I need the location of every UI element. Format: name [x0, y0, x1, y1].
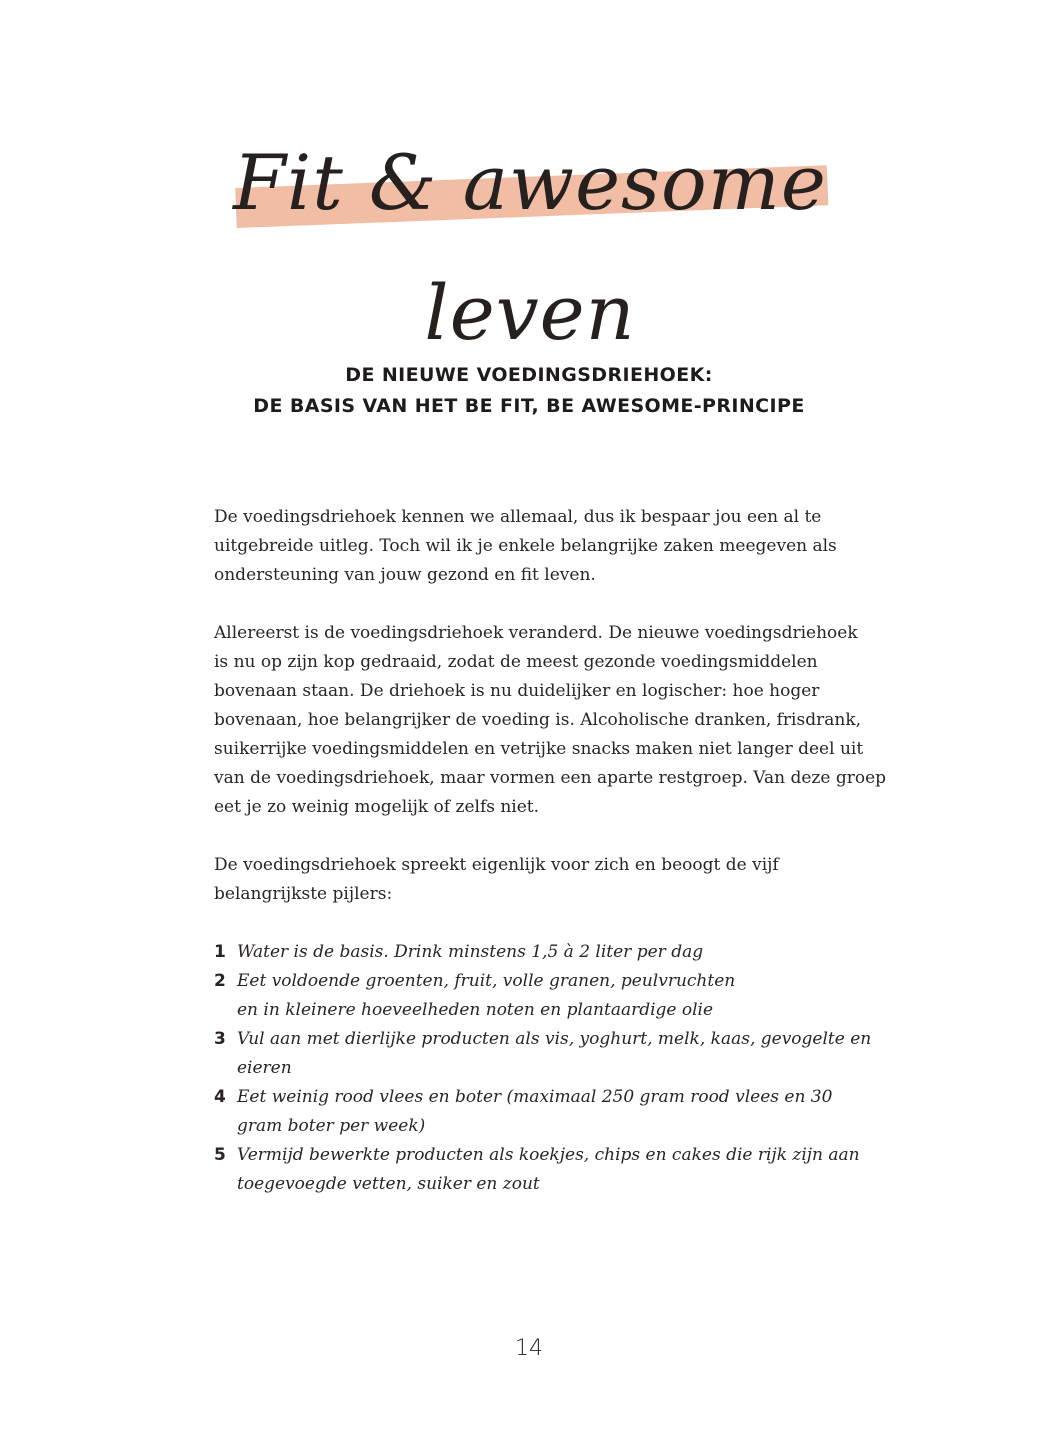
text-line: is nu op zijn kop gedraaid, zodat de meest gezonde voedingsmiddelen: [214, 652, 818, 672]
list-item-number: 4: [214, 1087, 226, 1107]
text-line: De voedingsdriehoek kennen we allemaal, dus ik bespaar jou een al te: [214, 507, 822, 527]
list-item-text: toegevoegde vetten, suiker en zout: [237, 1174, 540, 1194]
text-line: Allereerst is de voedingsdriehoek veranderd. De nieuwe voedingsdriehoek: [214, 623, 858, 643]
title-block: [230, 118, 830, 357]
text-line: suikerrijke voedingsmiddelen en vetrijke snacks maken niet langer deel uit: [214, 739, 864, 759]
text-line: belangrijkste pijlers:: [214, 884, 393, 904]
list-item-text: en in kleinere hoeveelheden noten en plantaardige olie: [237, 1000, 714, 1020]
list-item: [214, 1141, 864, 1199]
list-item-text: Water is de basis. Drink minstens 1,5 à 2 liter per dag: [237, 942, 704, 962]
section-heading-line-1: DE NIEUWE VOEDINGSDRIEHOEK:: [345, 364, 713, 386]
page-number: 14: [515, 1336, 543, 1361]
text-line: eet je zo weinig mogelijk of zelfs niet.: [214, 797, 540, 817]
list-item: [214, 967, 864, 1025]
list-item-text: gram boter per week): [237, 1116, 426, 1136]
text-line: bovenaan, hoe belangrijker de voeding is. Alcoholische dranken, frisdrank,: [214, 710, 862, 730]
paragraph: [214, 503, 864, 590]
list-item-text: Eet weinig rood vlees en boter (maximaal 250 gram rood vlees en 30: [237, 1087, 833, 1107]
body-text: [214, 503, 887, 1199]
list-item-number: 5: [214, 1145, 226, 1165]
paragraph: [214, 619, 887, 822]
list-item-text: eieren: [237, 1058, 292, 1078]
list-item: [214, 1083, 864, 1141]
list-item-number: 2: [214, 971, 226, 991]
list-item-number: 1: [214, 942, 226, 962]
text-line: van de voedingsdriehoek, maar vormen een aparte restgroep. Van deze groep: [214, 768, 887, 788]
text-line: bovenaan staan. De driehoek is nu duidelijker en logischer: hoe hoger: [214, 681, 820, 701]
text-line: ondersteuning van jouw gezond en fit leven.: [214, 565, 596, 585]
section-heading-line-2: DE BASIS VAN HET BE FIT, BE AWESOME-PRINCIPE: [253, 395, 805, 417]
list-item-text: Vul aan met dierlijke producten als vis, yoghurt, melk, kaas, gevogelte en: [237, 1029, 872, 1049]
text-line: uitgebreide uitleg. Toch wil ik je enkele belangrijke zaken meegeven als: [214, 536, 837, 556]
list-item-number: 3: [214, 1029, 226, 1049]
list-item: [214, 938, 864, 967]
list-item-text: Eet voldoende groenten, fruit, volle granen, peulvruchten: [237, 971, 736, 991]
page-title: Fit & awesome leven: [233, 138, 827, 357]
list-item: [214, 1025, 872, 1083]
list-item-text: Vermijd bewerkte producten als koekjes, chips en cakes die rijk zijn aan: [237, 1145, 860, 1165]
section-heading: [0, 360, 1058, 422]
text-line: De voedingsdriehoek spreekt eigenlijk voor zich en beoogt de vijf: [214, 855, 779, 875]
pillars-list: [214, 938, 872, 1199]
paragraph: [214, 851, 864, 909]
